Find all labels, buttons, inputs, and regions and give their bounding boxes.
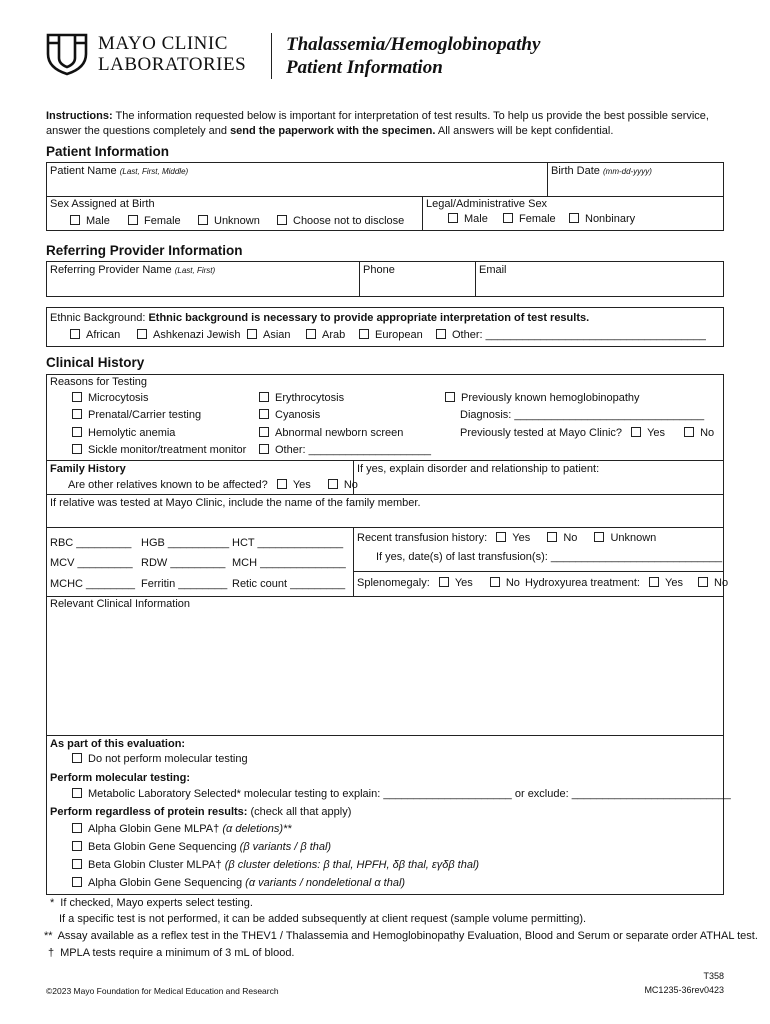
transfusion-yes[interactable] xyxy=(496,532,530,544)
prev-tested-no[interactable] xyxy=(684,427,714,439)
regardless-note: (check all that apply) xyxy=(247,806,352,818)
divider xyxy=(46,735,724,736)
checkbox[interactable] xyxy=(547,532,557,542)
test-beta-sequencing[interactable] xyxy=(72,841,331,853)
checkbox[interactable] xyxy=(70,215,80,225)
option-label: Yes xyxy=(292,479,311,491)
checkbox[interactable] xyxy=(72,877,82,887)
patient-name-hint: (Last, First, Middle) xyxy=(119,167,189,176)
birth-date-hint: (mm-dd-yyyy) xyxy=(602,167,652,176)
divider xyxy=(46,527,724,528)
option-label: Yes xyxy=(454,577,473,589)
test-detail: (β variants / β thal) xyxy=(239,841,332,853)
test-name: Beta Globin Cluster MLPA† xyxy=(88,859,225,871)
relative-tested-field[interactable]: If relative was tested at Mayo Clinic, include the name of the family member. xyxy=(50,497,421,509)
checkbox[interactable] xyxy=(684,427,694,437)
option-metabolic[interactable] xyxy=(72,788,731,800)
regardless-label: Perform regardless of protein results: xyxy=(50,806,248,818)
mayo-shield-icon xyxy=(46,32,88,76)
checkbox[interactable] xyxy=(631,427,641,437)
option-label: African xyxy=(86,329,121,341)
checkbox[interactable] xyxy=(359,329,369,339)
test-name: Alpha Globin Gene Sequencing xyxy=(88,877,246,889)
transfusion-no[interactable] xyxy=(547,532,577,544)
checkbox[interactable] xyxy=(439,577,449,587)
checkbox[interactable] xyxy=(72,427,82,437)
evaluation-label: As part of this evaluation: xyxy=(50,738,186,750)
lab-rdw[interactable]: RDW _________ xyxy=(141,557,226,569)
mayo-logo xyxy=(46,32,268,78)
patient-info-heading: Patient Information xyxy=(46,144,170,159)
family-no[interactable] xyxy=(328,479,358,491)
option-label: Previously known hemoglobinopathy xyxy=(461,392,640,404)
footnote-2 xyxy=(44,930,758,942)
option-label: Erythrocytosis xyxy=(275,392,345,404)
lab-mcv[interactable]: MCV _________ xyxy=(50,557,133,569)
option-label: No xyxy=(505,577,520,589)
checkbox[interactable] xyxy=(490,577,500,587)
checkbox[interactable] xyxy=(259,392,269,402)
family-question-row xyxy=(68,479,358,491)
divider xyxy=(359,261,360,297)
checkbox[interactable] xyxy=(503,213,513,223)
checkbox[interactable] xyxy=(277,215,287,225)
option-label: No xyxy=(343,479,358,491)
logo-line-2: LABORATORIES xyxy=(98,54,247,75)
option-label: Male xyxy=(86,215,110,227)
test-detail: (α deletions)** xyxy=(222,823,292,835)
reasons-label: Reasons for Testing xyxy=(50,376,148,388)
option-label: No xyxy=(714,577,729,589)
reason-known-hemoglobinopathy[interactable] xyxy=(445,392,640,404)
ethnic-option-asian[interactable] xyxy=(247,329,291,341)
ethnic-option-ashkenazi[interactable] xyxy=(137,329,240,341)
option-label: European xyxy=(375,329,423,341)
hydroxyurea-yes[interactable] xyxy=(649,577,683,589)
option-label: Nonbinary xyxy=(585,213,636,225)
checkbox[interactable] xyxy=(445,392,455,402)
test-alpha-sequencing[interactable] xyxy=(72,877,405,889)
previously-tested-label: Previously tested at Mayo Clinic? xyxy=(460,427,623,439)
divider xyxy=(46,460,724,461)
relevant-clinical-field[interactable]: Relevant Clinical Information xyxy=(50,598,191,610)
ethnic-note: Ethnic background is necessary to provide appropriate interpretation of test results. xyxy=(148,312,590,324)
divider xyxy=(475,261,476,297)
reason-prenatal[interactable] xyxy=(72,409,201,421)
transfusion-row xyxy=(357,532,656,544)
option-label: Other: ____________________________________ xyxy=(452,329,706,341)
clinical-history-heading: Clinical History xyxy=(46,355,145,370)
checkbox[interactable] xyxy=(72,392,82,402)
option-label: Male xyxy=(464,213,488,225)
splenomegaly-label: Splenomegaly: xyxy=(357,577,430,589)
divider xyxy=(547,162,548,196)
splenomegaly-row xyxy=(357,577,520,589)
form-code-revision: MC1235-36rev0423 xyxy=(644,985,724,995)
checkbox[interactable] xyxy=(128,215,138,225)
prev-tested-yes[interactable] xyxy=(631,427,665,439)
hydroxyurea-label: Hydroxyurea treatment: xyxy=(525,577,640,589)
checkbox[interactable] xyxy=(72,841,82,851)
instructions-text-2: answer the questions completely and xyxy=(46,125,231,137)
option-label: Yes xyxy=(665,577,683,589)
option-label: Female xyxy=(144,215,181,227)
provider-name-label: Referring Provider Name xyxy=(50,264,172,276)
birth-date-label: Birth Date xyxy=(551,165,600,177)
checkbox[interactable] xyxy=(72,859,82,869)
checkbox[interactable] xyxy=(72,409,82,419)
legal-option-female[interactable] xyxy=(503,213,556,225)
footnote-mark: ** xyxy=(44,930,53,942)
footnote-mark: † xyxy=(48,947,55,959)
checkbox[interactable] xyxy=(569,213,579,223)
option-label: Yes xyxy=(512,532,531,544)
test-detail: (α variants / nondeletional α thal) xyxy=(245,877,406,889)
ethnic-label-line xyxy=(50,312,589,324)
instructions-label: Instructions: xyxy=(46,110,113,122)
reason-other[interactable] xyxy=(259,444,431,456)
lab-mch[interactable]: MCH ______________ xyxy=(232,557,346,569)
hydroxyurea-row xyxy=(525,577,728,589)
reason-cyanosis[interactable] xyxy=(259,409,320,421)
checkbox[interactable] xyxy=(698,577,708,587)
test-name: Beta Globin Gene Sequencing xyxy=(88,841,240,853)
checkbox[interactable] xyxy=(306,329,316,339)
option-label: Choose not to disclose xyxy=(293,215,405,227)
ethnic-option-other[interactable] xyxy=(436,329,706,341)
splenomegaly-yes[interactable] xyxy=(439,577,473,589)
divider xyxy=(353,527,354,596)
instructions-line-1 xyxy=(46,110,709,122)
option-label: Do not perform molecular testing xyxy=(88,753,248,765)
lab-rbc[interactable]: RBC _________ xyxy=(50,537,132,549)
divider xyxy=(46,596,724,597)
transfusion-label: Recent transfusion history: xyxy=(357,532,488,544)
ethnic-label: Ethnic Background: xyxy=(50,312,149,324)
legal-option-male[interactable] xyxy=(448,213,488,225)
divider xyxy=(422,196,423,231)
option-label: Female xyxy=(519,213,556,225)
option-label: Hemolytic anemia xyxy=(88,427,176,439)
lab-hgb[interactable]: HGB __________ xyxy=(141,537,230,549)
form-title-line-2: Patient Information xyxy=(286,57,443,78)
reason-newborn[interactable] xyxy=(259,427,403,439)
instructions-bold: send the paperwork with the specimen. xyxy=(230,125,436,137)
footnote-3 xyxy=(48,947,295,959)
lab-retic[interactable]: Retic count _________ xyxy=(232,578,346,590)
reason-microcytosis[interactable] xyxy=(72,392,149,404)
lab-hct[interactable]: HCT ______________ xyxy=(232,537,344,549)
test-name: Alpha Globin Gene MLPA† xyxy=(88,823,223,835)
checkbox[interactable] xyxy=(328,479,338,489)
checkbox[interactable] xyxy=(649,577,659,587)
diagnosis-field[interactable]: Diagnosis: _______________________________ xyxy=(460,409,705,421)
checkbox[interactable] xyxy=(72,788,82,798)
footnote-mark: * xyxy=(50,897,55,909)
option-no-molecular[interactable] xyxy=(72,753,248,765)
option-label: Cyanosis xyxy=(275,409,321,421)
option-label: Ashkenazi Jewish xyxy=(153,329,241,341)
family-question: Are other relatives known to be affected? xyxy=(68,479,268,491)
sex-option-unknown[interactable] xyxy=(198,215,260,227)
regardless-row xyxy=(50,806,351,818)
transfusion-unknown[interactable] xyxy=(594,532,656,544)
checkbox[interactable] xyxy=(198,215,208,225)
option-label: Arab xyxy=(322,329,346,341)
provider-email-field[interactable]: Email xyxy=(479,264,507,276)
option-label: Unknown xyxy=(214,215,260,227)
checkbox[interactable] xyxy=(259,409,269,419)
transfusion-dates-field[interactable]: If yes, date(s) of last transfusion(s): ____________________________ xyxy=(376,551,723,563)
option-label: Metabolic Laboratory Selected* molecular testing to explain: _____________________ or exclude: __________________________ xyxy=(88,788,731,800)
checkbox[interactable] xyxy=(72,444,82,454)
logo-line-1: MAYO CLINIC xyxy=(98,33,228,54)
option-label: Other: ____________________ xyxy=(275,444,431,456)
form-title-line-1: Thalassemia/Hemoglobinopathy xyxy=(286,34,541,55)
checkbox[interactable] xyxy=(70,329,80,339)
reason-erythrocytosis[interactable] xyxy=(259,392,344,404)
instructions-text-end: All answers will be kept confidential. xyxy=(435,125,614,137)
family-yes[interactable] xyxy=(277,479,311,491)
form-code-t358: T358 xyxy=(703,971,724,981)
legal-sex-label: Legal/Administrative Sex xyxy=(426,198,548,210)
checkbox[interactable] xyxy=(247,329,257,339)
divider xyxy=(46,196,724,197)
checkbox[interactable] xyxy=(496,532,506,542)
sex-option-male[interactable] xyxy=(70,215,110,227)
checkbox[interactable] xyxy=(259,444,269,454)
footnote-text: If checked, Mayo experts select testing. xyxy=(60,897,253,909)
option-label: Abnormal newborn screen xyxy=(275,427,404,439)
ethnic-option-arab[interactable] xyxy=(306,329,345,341)
sex-at-birth-label: Sex Assigned at Birth xyxy=(50,198,155,210)
checkbox[interactable] xyxy=(436,329,446,339)
hydroxyurea-no[interactable] xyxy=(698,577,728,589)
family-history-label: Family History xyxy=(50,463,126,475)
legal-option-nonbinary[interactable] xyxy=(569,213,635,225)
test-beta-cluster-mlpa[interactable] xyxy=(72,859,479,871)
family-explain-field[interactable]: If yes, explain disorder and relationship to patient: xyxy=(357,463,600,475)
patient-name-field[interactable] xyxy=(50,165,188,177)
copyright: ©2023 Mayo Foundation for Medical Education and Research xyxy=(46,986,279,996)
option-label: Asian xyxy=(263,329,291,341)
checkbox[interactable] xyxy=(259,427,269,437)
option-label: Unknown xyxy=(610,532,657,544)
sex-option-female[interactable] xyxy=(128,215,181,227)
previously-tested-row xyxy=(460,427,714,439)
patient-name-label: Patient Name xyxy=(50,165,117,177)
option-label: Sickle monitor/treatment monitor xyxy=(88,444,247,456)
lab-mchc[interactable]: MCHC ________ xyxy=(50,578,135,590)
provider-phone-field[interactable]: Phone xyxy=(363,264,395,276)
test-alpha-mlpa[interactable] xyxy=(72,823,292,835)
divider xyxy=(46,494,724,495)
checkbox[interactable] xyxy=(594,532,604,542)
reason-hemolytic[interactable] xyxy=(72,427,175,439)
footnote-1a xyxy=(50,897,253,909)
footnote-text: MPLA tests require a minimum of 3 mL of blood. xyxy=(60,947,295,959)
provider-name-hint: (Last, First) xyxy=(174,266,216,275)
option-label: Microcytosis xyxy=(88,392,149,404)
reason-sickle[interactable] xyxy=(72,444,246,456)
footnote-1b: If a specific test is not performed, it can be added subsequently at client request (sample volume permitting). xyxy=(59,913,587,925)
option-label: Prenatal/Carrier testing xyxy=(88,409,202,421)
perform-molecular-label: Perform molecular testing: xyxy=(50,772,190,784)
instructions-text-1: The information requested below is important for interpretation of test results. To help us provide the best possible service, xyxy=(112,110,709,122)
footnote-text: Assay available as a reflex test in the THEV1 / Thalassemia and Hemoglobinopathy Evaluation, Blood and Serum or separate order ATHAL test. xyxy=(57,930,758,942)
splenomegaly-no[interactable] xyxy=(490,577,520,589)
divider xyxy=(353,571,724,572)
lab-ferritin[interactable]: Ferritin ________ xyxy=(141,578,228,590)
provider-info-heading: Referring Provider Information xyxy=(46,243,243,258)
test-detail: (β cluster deletions: β thal, HPFH, δβ thal, εγδβ thal) xyxy=(224,859,480,871)
ethnic-option-african[interactable] xyxy=(70,329,120,341)
checkbox[interactable] xyxy=(72,753,82,763)
ethnic-option-european[interactable] xyxy=(359,329,423,341)
sex-option-undisclosed[interactable] xyxy=(277,215,404,227)
option-label: No xyxy=(563,532,578,544)
option-label: No xyxy=(700,427,715,439)
checkbox[interactable] xyxy=(72,823,82,833)
birth-date-field[interactable] xyxy=(551,165,652,177)
checkbox[interactable] xyxy=(277,479,287,489)
header-divider xyxy=(271,33,272,79)
option-label: Yes xyxy=(647,427,666,439)
instructions-line-2 xyxy=(46,125,613,137)
checkbox[interactable] xyxy=(448,213,458,223)
provider-name-field[interactable] xyxy=(50,264,215,276)
checkbox[interactable] xyxy=(137,329,147,339)
